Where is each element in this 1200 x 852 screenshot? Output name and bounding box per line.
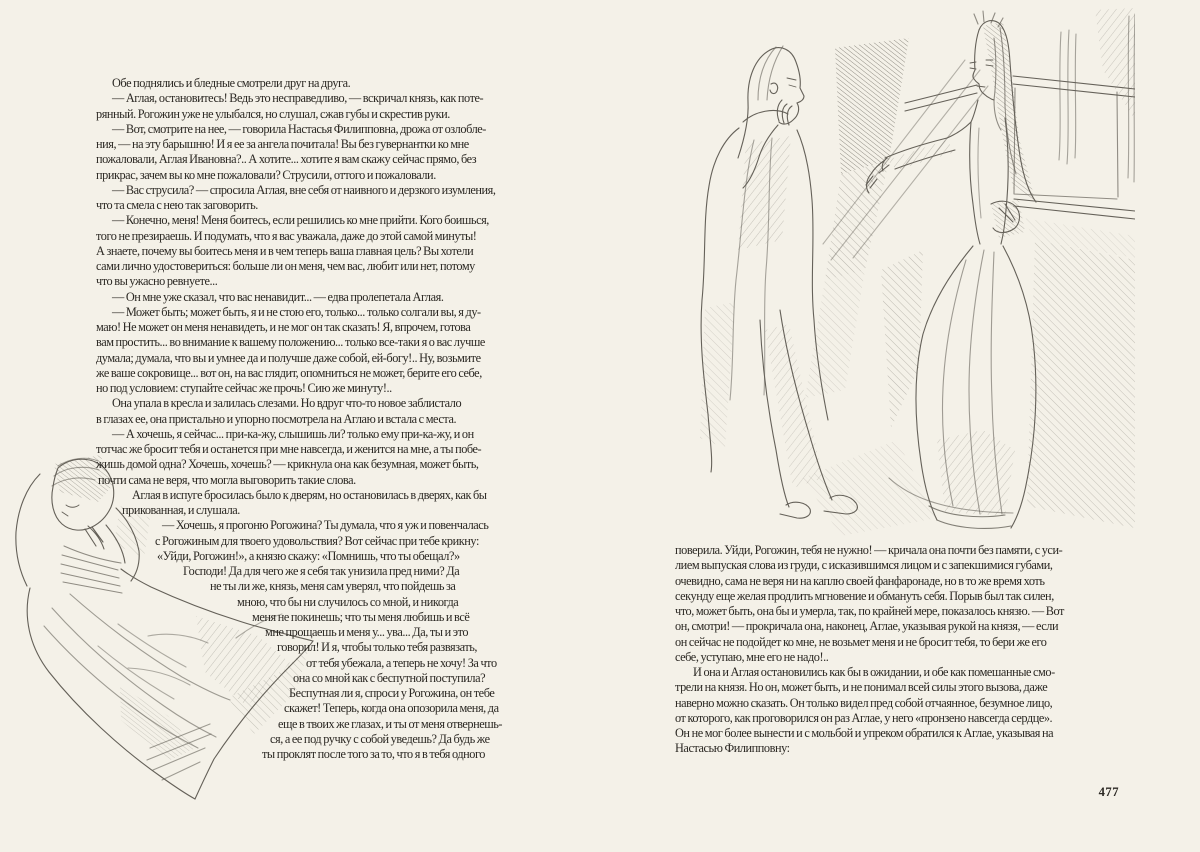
text-line: он сейчас не подойдет ко мне, не возьмет меня и не бросит тебя, то бери же его — [675, 634, 1047, 649]
text-line: что та смела с нею так заговорить. — [96, 198, 258, 212]
text-line: — Аглая, остановитесь! Ведь это несправедливо, — вскричал князь, как поте- — [112, 91, 484, 106]
text-line: от которого, как проговорился он раз Аглае, у него «пронзено навсегда сердце». — [675, 710, 1053, 725]
text-line: — Вот, смотрите на нее, — говорила Настасья Филипповна, дрожа от озлобле- — [112, 121, 486, 136]
text-line: говорил! И я, чтобы только тебя развязать, — [277, 640, 478, 655]
text-line: вам простить... во внимание к вашему положению... только все-таки я о вас лучше — [96, 335, 485, 350]
text-line: ты проклят после того за то, что я в тебя одного — [262, 747, 485, 761]
right-page-text — [675, 543, 1111, 757]
text-line: в глазах ее, она пристально и упорно посмотрела на Аглаю и встала с места. — [96, 411, 457, 426]
text-line: сами лично удостовериться: больше ли он меня, чем вас, любит или нет, потому — [96, 259, 475, 273]
text-line: тотчас же бросит тебя и останется при мне навсегда, и женится на мне, а ты побе- — [96, 442, 482, 456]
text-line: жишь домой одна? Хочешь, хочешь? — крикнула она как безумная, может быть, — [96, 457, 479, 472]
text-line: очевидно, сама не веря ни на каплю своей фанфаронаде, но в то же время хоть — [675, 573, 1045, 588]
text-line: — А хочешь, я сейчас... при-ка-жу, слышишь ли? только ему при-ка-жу, и он — [112, 426, 474, 441]
text-line: А знаете, почему вы боитесь меня и в чем теперь ваша главная цель? Вы хотели — [96, 243, 474, 258]
text-line: Обе поднялись и бледные смотрели друг на друга. — [112, 76, 351, 90]
text-line: он, смотри! — прокричала она, наконец, Аглае, указывая рукой на князя, — если — [675, 619, 1059, 634]
text-line: же ваше сокровище... вот он, на вас глядит, опомниться не может, берите его себе, — [96, 365, 482, 380]
text-line: ся, а ее под ручку с собой уведешь? Да будь же — [270, 731, 490, 746]
text-line: — Он мне уже сказал, что вас ненавидит... — едва пролепетала Аглая. — [112, 289, 444, 304]
text-line: «Уйди, Рогожин!», а князю скажу: «Помнишь, что ты обещал?» — [157, 548, 460, 563]
text-line: скажет! Теперь, когда она опозорила меня, да — [284, 701, 499, 716]
text-line: поверила. Уйди, Рогожин, тебя не нужно! — кричала она почти без памяти, с уси- — [675, 543, 1063, 557]
text-line: думала; думала, что вы и умнее да и получше даже собой, ей-богу!.. Ну, возьмите — [96, 350, 481, 365]
text-line: лием выпуская слова из груди, с исказившимся лицом и с запекшимися губами, — [675, 558, 1053, 573]
text-line: трели на князя. Но он, может быть, и не понимал всей силы этого вызова, даже — [675, 680, 1048, 695]
text-line: мною, что бы ни случилось со мной, и никогда — [237, 594, 459, 609]
text-line: но под условием: ступайте сейчас же прочь! Сию же минуту!.. — [96, 381, 392, 395]
text-line: Беспутная ли я, спроси у Рогожина, он тебе — [289, 686, 495, 700]
text-line: пожаловали, Аглая Ивановна?.. А хотите... хотите я вам скажу сейчас прямо, без — [96, 152, 477, 167]
text-line: — Может быть; может быть, я и не стою его, только... только солгали вы, я ду- — [112, 304, 481, 319]
text-line: того не презираешь. И подумать, что я вас уважала, даже до этой самой минуты! — [96, 228, 477, 243]
text-line: Настасью Филипповну: — [675, 741, 790, 756]
text-line: Он не мог более вынести и с мольбой и упреком обратился к Аглае, указывая на — [675, 726, 1054, 740]
text-line: прикованная, и слушала. — [122, 503, 240, 517]
text-line: прикрас, зачем вы ко мне пожаловали? Струсили, оттого и пожаловали. — [96, 167, 436, 182]
left-page-wrap-text — [96, 518, 558, 762]
page-number: 477 — [1098, 785, 1119, 799]
text-line: мне прощаешь и меня у... ува... Да, ты и это — [265, 625, 469, 639]
text-line: себе, уступаю, мне его не надо!.. — [675, 649, 829, 664]
text-line: что вы ужасно ревнуете... — [96, 274, 218, 289]
text-line: рянный. Рогожин уже не улыбался, но слушал, сжав губы и скрестив руки. — [96, 106, 450, 121]
text-line: Аглая в испуге бросилась было к дверям, но остановилась в дверях, как бы — [132, 487, 487, 502]
text-line: — Вас струсила? — спросила Аглая, вне себя от наивного и дерзкого изумления, — [112, 182, 496, 197]
text-line: не ты ли же, князь, меня сам уверял, что пойдешь за — [210, 579, 456, 594]
text-line: — Конечно, меня! Меня боитесь, если решились ко мне прийти. Кого боишься, — [112, 213, 489, 228]
text-line: почти сама не веря, что могла выговорить такие слова. — [98, 472, 356, 487]
text-line: наверно можно сказать. Он только видел пред собой отчаянное, безумное лицо, — [675, 695, 1053, 710]
text-line: секунду еще желая продлить мгновение и обмануть себя. Порыв был так силен, — [675, 588, 1054, 603]
text-line: маю! Не может он меня ненавидеть, и не мог он так сказать! Я, впрочем, готова — [96, 320, 471, 334]
text-line: — Хочешь, я прогоню Рогожина? Ты думала, что я уж и повенчалась — [162, 518, 489, 533]
text-line: Она упала в кресла и залилась слезами. Но вдруг что-то новое заблистало — [112, 396, 462, 411]
left-page-body — [96, 76, 558, 518]
couple-at-window-illustration — [683, 8, 1135, 540]
right-page-body — [675, 543, 1111, 757]
text-line: Господи! Да для чего же я себя так унизила пред ними? Да — [183, 564, 460, 578]
text-line: она со мной как с беспутной поступила? — [293, 670, 486, 685]
text-line: меня не покинешь; что ты меня любишь и всё — [252, 609, 470, 624]
text-line: от тебя убежала, а теперь не хочу! За что — [306, 655, 497, 670]
text-line: И она и Аглая остановились как бы в ожидании, и обе как помешанные смо- — [693, 665, 1055, 679]
text-line: ния, — на эту барышню! И я ее за ангела почитала! Вы без гувернантки ко мне — [96, 137, 469, 151]
left-page-text — [96, 76, 558, 762]
text-line: что, может быть, она бы и умерла, так, по крайней мере, показалось князю. — Вот — [675, 604, 1064, 618]
text-line: с Рогожиным для твоего удовольствия? Вот сейчас при тебе крикну: — [155, 533, 479, 548]
text-line: еще в твоих же глазах, и ты от меня отвернешь- — [278, 716, 503, 731]
